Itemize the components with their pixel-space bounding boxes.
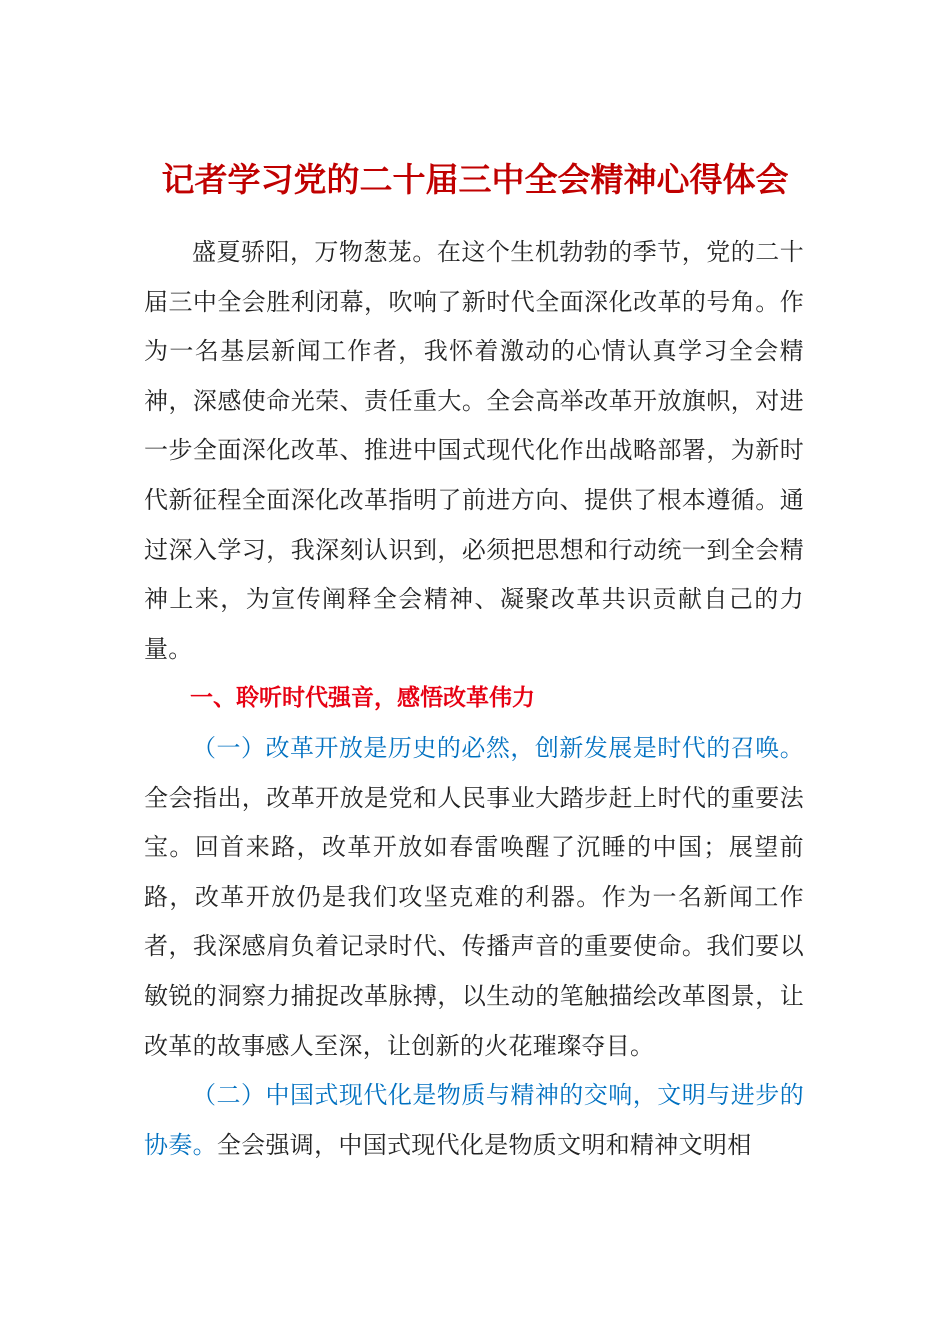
subsection-2-paragraph	[144, 1071, 804, 1170]
intro-paragraph: 盛夏骄阳，万物葱茏。在这个生机勃勃的季节，党的二十届三中全会胜利闭幕，吹响了新时代全面深化改革的号角。作为一名基层新闻工作者，我怀着激动的心情认真学习全会精神，深感使命光荣、责任重大。全会高举改革开放旗帜，对进一步全面深化改革、推进中国式现代化作出战略部署，为新时代新征程全面深化改革指明了前进方向、提供了根本遵循。通过深入学习，我深刻认识到，必须把思想和行动统一到全会精神上来，为宣传阐释全会精神、凝聚改革共识贡献自己的力量。	[144, 238, 804, 663]
section-1-heading: 一、聆听时代强音，感悟改革伟力	[190, 685, 535, 712]
subsection-1-title: （一）改革开放是历史的必然，创新发展是时代的召唤。	[192, 733, 804, 762]
subsection-1-paragraph	[144, 724, 804, 1071]
document-title: 记者学习党的二十届三中全会精神心得体会	[161, 160, 789, 199]
subsection-2-text: 全会强调，中国式现代化是物质文明和精神文明相	[216, 1130, 752, 1159]
subsection-2-title: （二）中国式现代化是物质与精神的交响，文明与进步的协奏。	[144, 1081, 804, 1159]
subsection-1-text: 全会指出，改革开放是党和人民事业大踏步赶上时代的重要法宝。回首来路，改革开放如春雷唤醒了沉睡的中国；展望前路，改革开放仍是我们攻坚克难的利器。作为一名新闻工作者，我深感肩负着记录时代、传播声音的重要使命。我们要以敏锐的洞察力捕捉改革脉搏，以生动的笔触描绘改革图景，让改革的故事感人至深，让创新的火花璀璨夺目。	[144, 783, 804, 1060]
document-body	[144, 228, 804, 1170]
